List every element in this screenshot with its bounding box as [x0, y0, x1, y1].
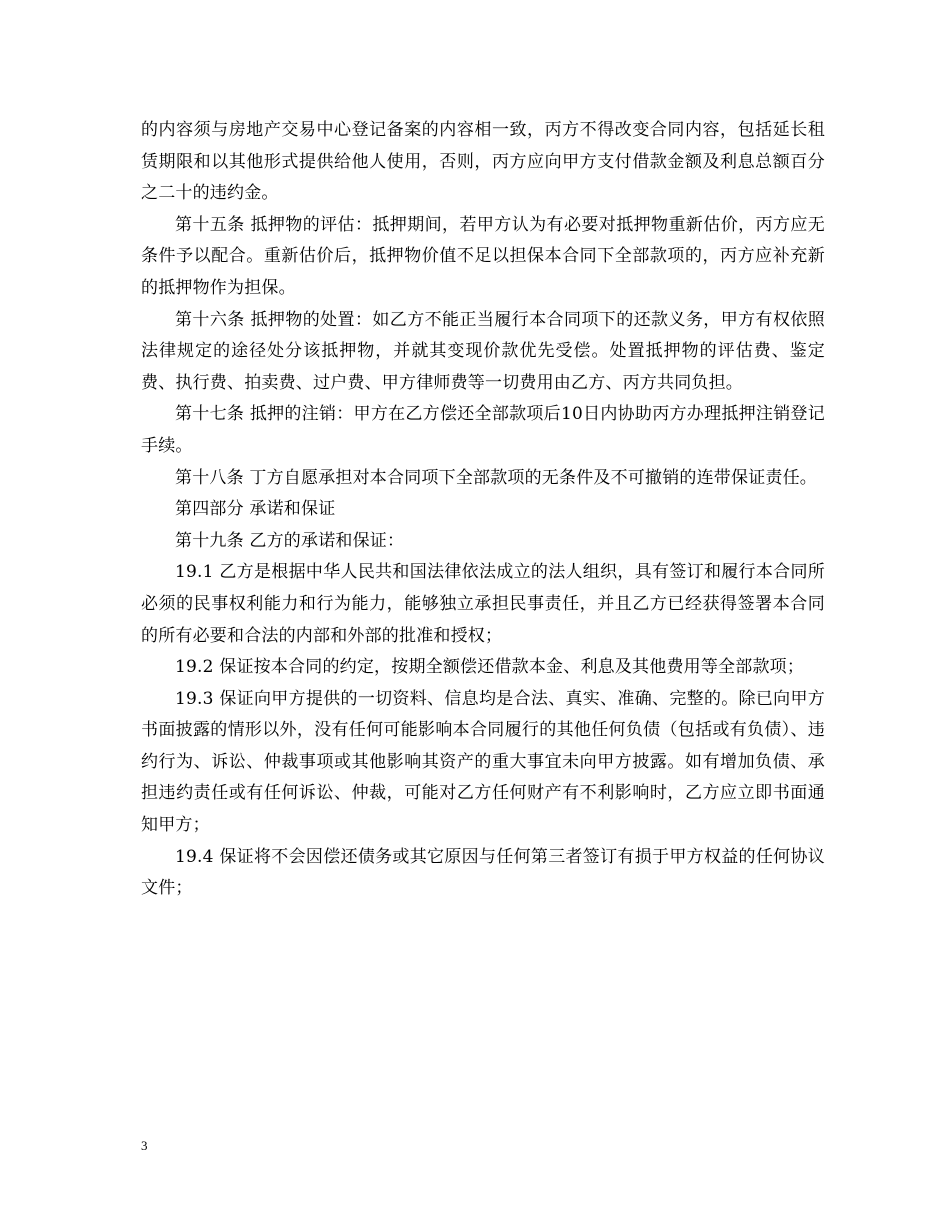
paragraph-19-4: 19.4 保证将不会因偿还债务或其它原因与任何第三者签订有损于甲方权益的任何协议文件；: [141, 846, 825, 899]
section-heading-part-4: 第四部分 承诺和保证: [175, 499, 336, 520]
paragraph-19-3: 19.3 保证向甲方提供的一切资料、信息均是合法、真实、准确、完整的。除已向甲方书面披露的情形以外，没有任何可能影响本合同履行的其他任何负债（包括或有负债）、违约行为、诉讼、仲裁事项或其他影响其资产的重大事宜未向甲方披露。如有增加负债、承担违约责任或有任何诉讼、仲裁，可能对乙方任何财产有不利影响时，乙方应立即书面通知甲方；: [141, 688, 825, 836]
paragraph-clause14-continuation: 的内容须与房地产交易中心登记备案的内容相一致，丙方不得改变合同内容，包括延长租赁期限和以其他形式提供给他人使用，否则，丙方应向甲方支付借款金额及利息总额百分之二十的违约金。: [141, 120, 825, 204]
paragraph-article-15: 第十五条 抵押物的评估：抵押期间，若甲方认为有必要对抵押物重新估价，丙方应无条件予以配合。重新估价后，抵押物价值不足以担保本合同下全部款项的，丙方应补充新的抵押物作为担保。: [141, 214, 825, 298]
paragraph-article-17: 第十七条 抵押的注销：甲方在乙方偿还全部款项后10日内协助丙方办理抵押注销登记手续。: [141, 404, 825, 456]
document-body: [141, 115, 825, 905]
page-number: 3: [141, 1138, 148, 1153]
paragraph-article-19: 第十九条 乙方的承诺和保证：: [175, 530, 405, 551]
paragraph-article-16: 第十六条 抵押物的处置：如乙方不能正当履行本合同项下的还款义务，甲方有权依照法律规定的途径处分该抵押物，并就其变现价款优先受偿。处置抵押物的评估费、鉴定费、执行费、拍卖费、过户费、甲方律师费等一切费用由乙方、丙方共同负担。: [141, 309, 825, 393]
paragraph-19-2: 19.2 保证按本合同的约定，按期全额偿还借款本金、利息及其他费用等全部款项；: [175, 657, 805, 678]
paragraph-19-1: 19.1 乙方是根据中华人民共和国法律依法成立的法人组织，具有签订和履行本合同所必须的民事权利能力和行为能力，能够独立承担民事责任，并且乙方已经获得签署本合同的所有必要和合法的内部和外部的批准和授权；: [141, 562, 825, 646]
paragraph-article-18: 第十八条 丁方自愿承担对本合同项下全部款项的无条件及不可撤销的连带保证责任。: [175, 467, 818, 488]
